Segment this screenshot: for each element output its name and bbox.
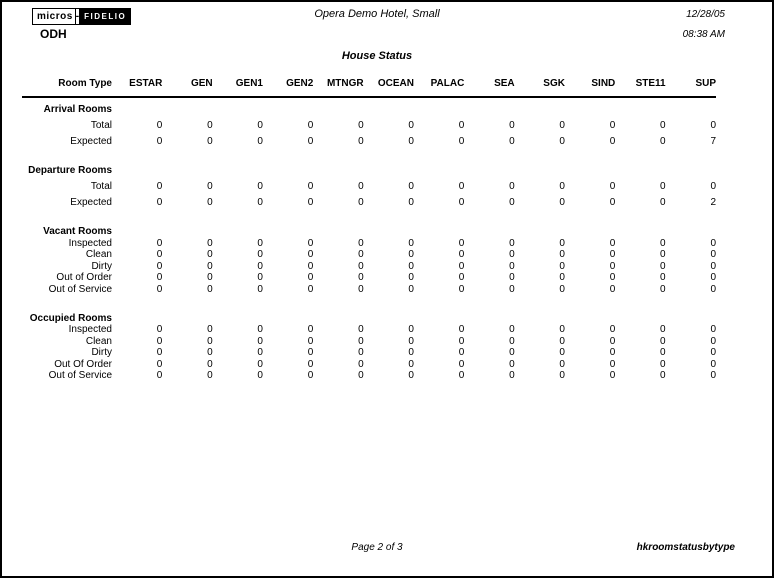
cell-value: 0 [156,260,163,272]
cell-value: 0 [559,283,565,295]
cell-value: 0 [307,136,314,147]
cell-value: 0 [458,197,465,208]
cell-value: 0 [509,370,515,381]
cell-value: 0 [207,324,213,335]
cell-value: 0 [207,120,213,131]
cell-value: 0 [358,249,364,260]
table-row [22,272,716,284]
column-header-gen2: GEN2 [263,78,313,97]
table-row [22,131,716,147]
cell-value: 0 [710,358,716,370]
cell-value: 0 [660,347,666,358]
cell-value: 0 [609,324,616,335]
cell-value: 0 [559,272,565,283]
cell-value: 0 [710,181,716,192]
cell-value: 0 [156,283,163,295]
cell-value: 0 [609,358,616,370]
section-title-row [22,159,716,176]
cell-value: 0 [609,272,616,283]
cell-value: 0 [660,136,666,147]
cell-value: 0 [660,197,666,208]
cell-value: 0 [358,120,364,131]
cell-value: 0 [509,272,515,283]
column-header-sea: SEA [464,78,514,97]
section-title: Departure Rooms [28,165,112,176]
table-row [22,249,716,261]
table-row [22,324,716,336]
cell-value: 0 [307,283,314,295]
cell-value: 0 [257,283,263,295]
cell-value: 0 [358,181,364,192]
property-code: ODH [40,27,67,41]
cell-value: 7 [710,136,716,147]
cell-value: 0 [458,272,465,283]
cell-value: 0 [408,136,414,147]
cell-value: 0 [307,237,314,249]
cell-value: 0 [408,335,414,347]
cell-value: 0 [408,324,414,335]
cell-value: 0 [156,370,163,381]
cell-value: 0 [509,120,515,131]
cell-value: 0 [509,181,515,192]
cell-value: 0 [307,120,314,131]
row-label: Total [90,120,112,131]
cell-value: 0 [609,283,616,295]
cell-value: 0 [307,197,314,208]
table-row [22,283,716,295]
row-label: Dirty [91,347,112,358]
section-title-fill [112,220,716,237]
cell-value: 0 [207,370,213,381]
cell-value: 0 [156,136,163,147]
cell-value: 0 [458,136,465,147]
cell-value: 0 [660,272,666,283]
cell-value: 2 [710,197,716,208]
cell-value: 0 [408,181,414,192]
cell-value: 0 [207,136,213,147]
report-time: 08:38 AM [682,29,725,40]
cell-value: 0 [358,197,364,208]
row-label: Inspected [68,324,112,335]
column-header-gen: GEN [162,78,212,97]
section-title-row [22,97,716,115]
cell-value: 0 [358,370,364,381]
cell-value: 0 [710,335,716,347]
cell-value: 0 [559,347,565,358]
cell-value: 0 [257,370,263,381]
cell-value: 0 [408,358,414,370]
cell-value: 0 [257,136,263,147]
logo-micros-text: micros [32,8,76,25]
cell-value: 0 [257,335,263,347]
cell-value: 0 [559,335,565,347]
column-header-ocean: OCEAN [364,78,414,97]
cell-value: 0 [156,181,163,192]
cell-value: 0 [509,197,515,208]
table-row [22,370,716,382]
row-label: Clean [85,249,112,260]
hotel-name: Opera Demo Hotel, Small [314,8,440,20]
cell-value: 0 [710,120,716,131]
section-spacer [22,295,716,307]
page-number: Page 2 of 3 [351,542,403,553]
cell-value: 0 [710,283,716,295]
cell-value: 0 [458,283,465,295]
cell-value: 0 [509,249,515,260]
cell-value: 0 [710,370,716,381]
cell-value: 0 [710,272,716,283]
report-title: House Status [341,50,413,62]
table-row [22,176,716,192]
section-spacer-cell [22,208,716,220]
section-title-row [22,220,716,237]
row-label: Out of Service [48,283,112,295]
row-label: Inspected [68,237,112,249]
cell-value: 0 [458,249,465,260]
section-title-fill [112,307,716,324]
cell-value: 0 [207,335,213,347]
cell-value: 0 [358,283,364,295]
cell-value: 0 [207,272,213,283]
cell-value: 0 [207,197,213,208]
cell-value: 0 [207,181,213,192]
cell-value: 0 [609,249,616,260]
cell-value: 0 [257,324,263,335]
cell-value: 0 [358,324,364,335]
report-file-name: hkroomstatusbytype [636,542,735,553]
cell-value: 0 [156,324,163,335]
row-label: Expected [70,197,112,208]
cell-value: 0 [458,358,465,370]
cell-value: 0 [609,197,616,208]
cell-value: 0 [458,347,465,358]
cell-value: 0 [458,260,465,272]
cell-value: 0 [710,347,716,358]
table-row [22,335,716,347]
column-header-room-type: Room Type [22,78,112,97]
cell-value: 0 [156,272,163,283]
cell-value: 0 [509,260,515,272]
cell-value: 0 [257,120,263,131]
cell-value: 0 [559,181,565,192]
cell-value: 0 [509,324,515,335]
cell-value: 0 [559,370,565,381]
cell-value: 0 [660,120,666,131]
row-label: Total [90,181,112,192]
cell-value: 0 [559,120,565,131]
cell-value: 0 [307,370,314,381]
column-header-sgk: SGK [515,78,565,97]
column-header-mtngr: MTNGR [313,78,363,97]
cell-value: 0 [307,347,314,358]
cell-value: 0 [358,347,364,358]
column-header-gen1: GEN1 [213,78,263,97]
cell-value: 0 [609,181,616,192]
cell-value: 0 [660,358,666,370]
section-title: Vacant Rooms [43,226,112,237]
cell-value: 0 [458,237,465,249]
cell-value: 0 [458,370,465,381]
cell-value: 0 [458,335,465,347]
table-header-row [22,78,716,97]
cell-value: 0 [257,237,263,249]
cell-value: 0 [307,324,314,335]
cell-value: 0 [609,370,616,381]
cell-value: 0 [559,249,565,260]
cell-value: 0 [408,249,414,260]
cell-value: 0 [458,181,465,192]
cell-value: 0 [660,237,666,249]
cell-value: 0 [307,181,314,192]
cell-value: 0 [559,358,565,370]
row-label: Out Of Order [54,358,112,370]
cell-value: 0 [408,197,414,208]
cell-value: 0 [156,249,163,260]
report-date: 12/28/05 [686,9,725,20]
cell-value: 0 [609,260,616,272]
report-datetime [683,9,725,40]
section-spacer [22,147,716,159]
cell-value: 0 [307,358,314,370]
cell-value: 0 [156,120,163,131]
cell-value: 0 [408,237,414,249]
cell-value: 0 [257,347,263,358]
row-label: Out of Order [56,272,112,283]
row-label: Out of Service [48,370,112,381]
cell-value: 0 [660,181,666,192]
section-title-fill [112,97,716,115]
column-header-sup: SUP [666,78,716,97]
cell-value: 0 [559,237,565,249]
table-row [22,347,716,359]
section-title-row [22,307,716,324]
section-title-fill [112,159,716,176]
table-row [22,115,716,131]
cell-value: 0 [509,237,515,249]
cell-value: 0 [358,335,364,347]
cell-value: 0 [660,324,666,335]
cell-value: 0 [609,136,616,147]
cell-value: 0 [207,347,213,358]
cell-value: 0 [156,335,163,347]
column-header-palac: PALAC [414,78,464,97]
cell-value: 0 [660,283,666,295]
row-label: Clean [85,335,112,347]
house-status-table [22,78,716,381]
cell-value: 0 [156,237,163,249]
cell-value: 0 [307,335,314,347]
cell-value: 0 [509,347,515,358]
cell-value: 0 [660,335,666,347]
cell-value: 0 [710,260,716,272]
logo-fidelio-text: FIDELIO [79,8,131,25]
cell-value: 0 [257,197,263,208]
cell-value: 0 [509,283,515,295]
section-title: Arrival Rooms [43,104,112,115]
cell-value: 0 [609,335,616,347]
column-header-sind: SIND [565,78,615,97]
cell-value: 0 [156,347,163,358]
cell-value: 0 [660,249,666,260]
cell-value: 0 [358,237,364,249]
cell-value: 0 [207,237,213,249]
cell-value: 0 [307,272,314,283]
cell-value: 0 [609,347,616,358]
cell-value: 0 [408,260,414,272]
cell-value: 0 [307,249,314,260]
logo-separator: - [76,8,79,25]
cell-value: 0 [509,335,515,347]
cell-value: 0 [358,272,364,283]
cell-value: 0 [660,370,666,381]
cell-value: 0 [207,358,213,370]
cell-value: 0 [559,324,565,335]
cell-value: 0 [257,358,263,370]
cell-value: 0 [458,324,465,335]
cell-value: 0 [257,181,263,192]
cell-value: 0 [660,260,666,272]
cell-value: 0 [609,237,616,249]
row-label: Expected [70,136,112,147]
cell-value: 0 [710,237,716,249]
section-spacer [22,208,716,220]
cell-value: 0 [408,120,414,131]
cell-value: 0 [207,260,213,272]
cell-value: 0 [509,136,515,147]
cell-value: 0 [257,260,263,272]
cell-value: 0 [559,197,565,208]
row-label: Dirty [91,260,112,272]
cell-value: 0 [559,260,565,272]
cell-value: 0 [207,249,213,260]
cell-value: 0 [257,249,263,260]
cell-value: 0 [207,283,213,295]
cell-value: 0 [358,136,364,147]
table-row [22,358,716,370]
cell-value: 0 [257,272,263,283]
section-spacer-cell [22,295,716,307]
cell-value: 0 [609,120,616,131]
cell-value: 0 [307,260,314,272]
cell-value: 0 [358,260,364,272]
table-row [22,192,716,208]
cell-value: 0 [358,358,364,370]
cell-value: 0 [156,197,163,208]
cell-value: 0 [408,370,414,381]
cell-value: 0 [559,136,565,147]
cell-value: 0 [710,249,716,260]
column-header-estar: ESTAR [112,78,162,97]
cell-value: 0 [710,324,716,335]
cell-value: 0 [509,358,515,370]
section-title: Occupied Rooms [29,312,112,324]
column-header-ste11: STE11 [615,78,665,97]
cell-value: 0 [458,120,465,131]
table-row [22,237,716,249]
section-spacer-cell [22,147,716,159]
cell-value: 0 [408,283,414,295]
cell-value: 0 [408,272,414,283]
cell-value: 0 [156,358,163,370]
cell-value: 0 [408,347,414,358]
table-row [22,260,716,272]
